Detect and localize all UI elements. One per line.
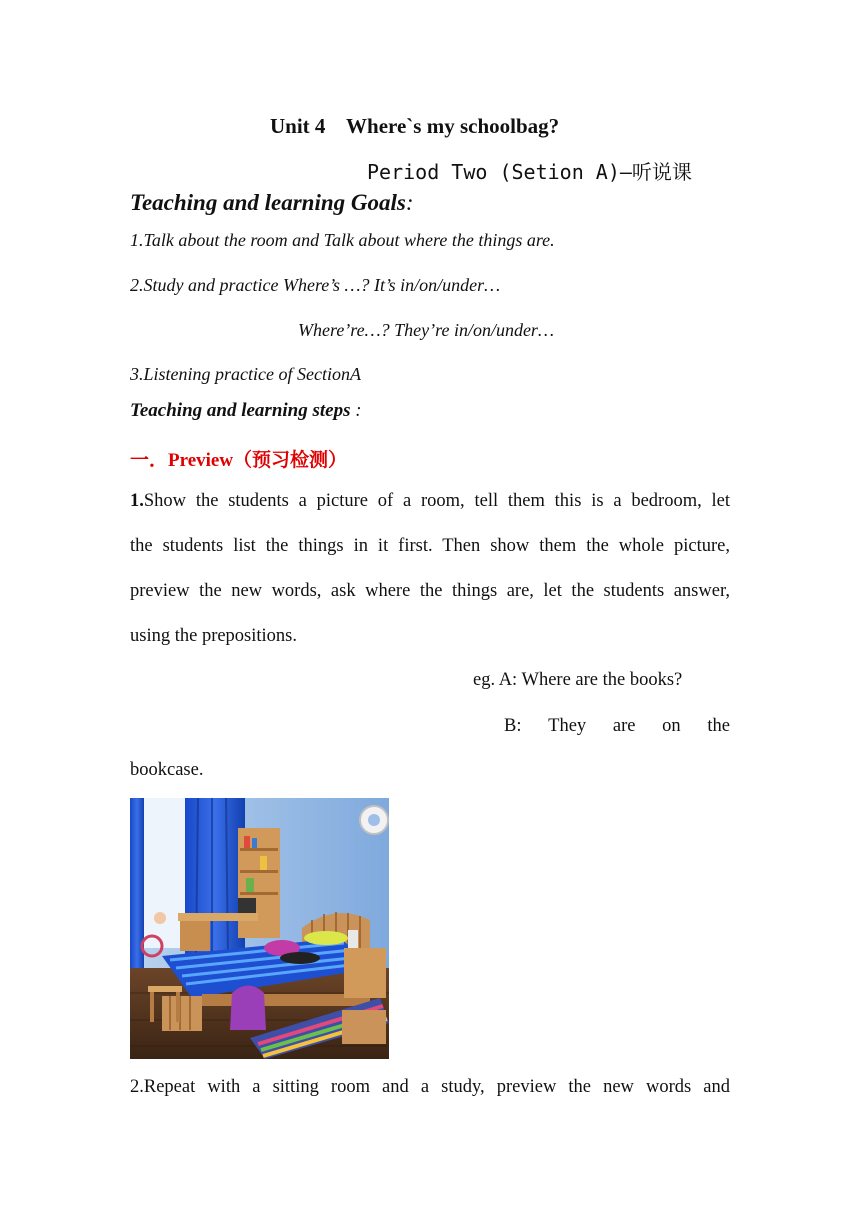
goal-item-2-continued: Where’re…? They’re in/on/under… [298, 320, 554, 340]
example-b-word: the [707, 716, 730, 736]
example-b-word: B: [504, 716, 522, 736]
preview-heading: 一．Preview（预习检测） [130, 450, 348, 471]
goals-heading [130, 190, 414, 216]
steps-heading-text: Teaching and learning steps [130, 400, 351, 421]
goal-item-3: 3.Listening practice of SectionA [130, 364, 361, 384]
step-1-line-1 [130, 479, 730, 524]
steps-heading-colon: : [350, 400, 362, 421]
step-1-line-4: using the prepositions. [130, 626, 298, 646]
steps-heading [130, 400, 362, 422]
example-b-word: They [548, 716, 587, 736]
example-b-word: are [612, 716, 636, 736]
example-b [504, 716, 730, 737]
period-subtitle: Period Two (Setion A)—听说课 [367, 160, 692, 184]
bedroom-photo [130, 798, 389, 1059]
step-1-number: 1. [130, 491, 144, 511]
step-1-line-3: preview the new words, ask where the things are, let the students answer, [130, 581, 730, 601]
example-b-word: on [662, 716, 681, 736]
step-1-line-1-text: Show the students a picture of a room, tell them this is a bedroom, let [143, 491, 730, 511]
example-a: eg. A: Where are the books? [473, 670, 683, 690]
step-2-line-1: 2.Repeat with a sitting room and a study, preview the new words and [130, 1077, 730, 1097]
goal-item-2: 2.Study and practice Where’s …? It’s in/on/under… [130, 275, 501, 295]
unit-title: Unit 4 Where`s my schoolbag? [270, 114, 560, 138]
goals-heading-text: Teaching and learning Goals [130, 190, 406, 215]
goal-item-1: 1.Talk about the room and Talk about where the things are. [130, 230, 555, 250]
goals-heading-colon: : [405, 190, 414, 215]
example-b-end: bookcase. [130, 760, 204, 780]
step-1-line-2: the students list the things in it first. Then show them the whole picture, [130, 536, 730, 556]
